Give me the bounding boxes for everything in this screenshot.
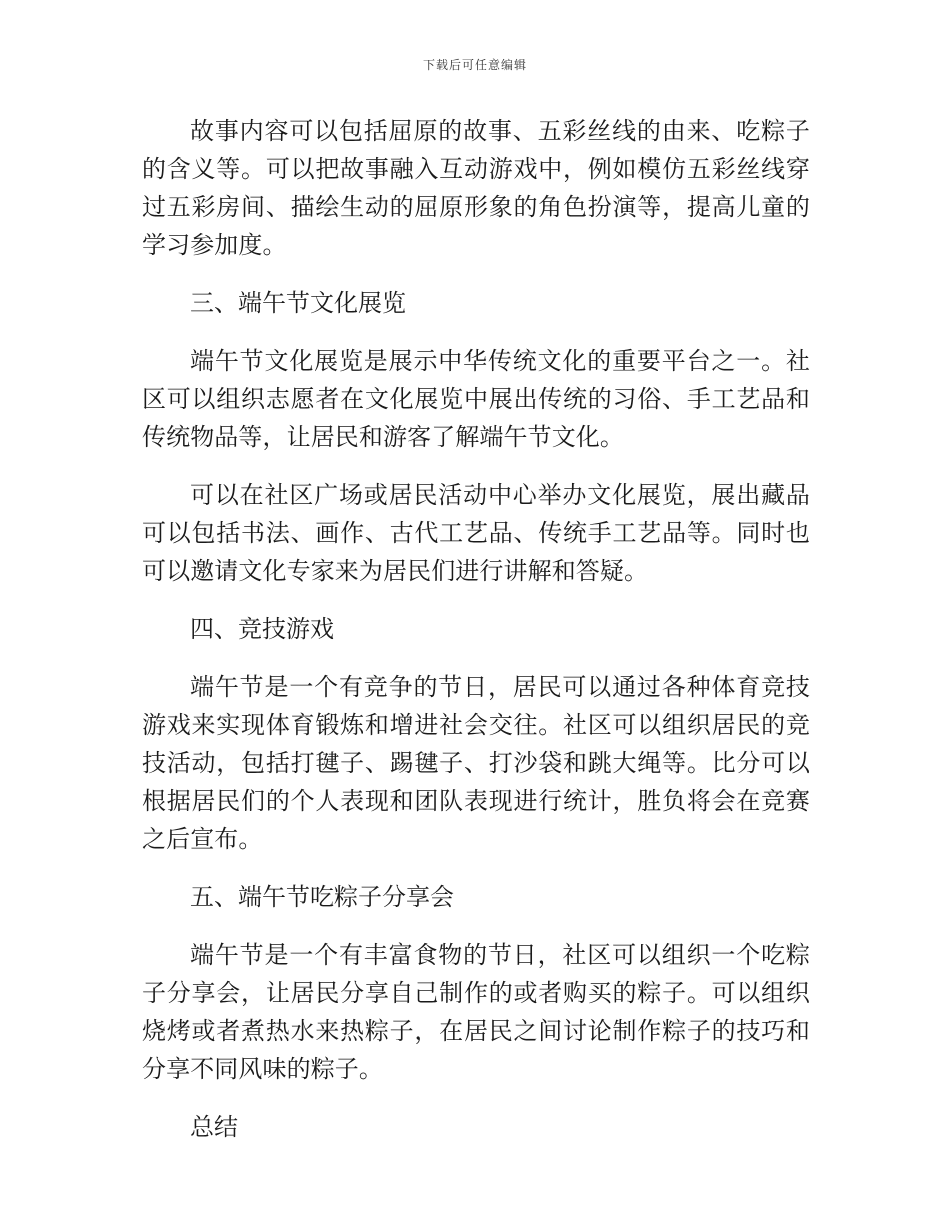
paragraph-zongzi-sharing: 端午节是一个有丰富食物的节日，社区可以组织一个吃粽子分享会，让居民分享自己制作的或者购买的粽子。可以组织烧烤或者煮热水来热粽子，在居民之间讨论制作粽子的技巧和分享不同风味的粽子。 — [142, 941, 810, 1083]
section-heading-competitive-games: 四、竞技游戏 — [190, 615, 334, 643]
spacer — [142, 456, 810, 476]
document-body — [142, 112, 810, 1146]
paragraph-exhibition-intro: 端午节文化展览是展示中华传统文化的重要平台之一。社区可以组织志愿者在文化展览中展出传统的习俗、手工艺品和传统物品等，让居民和游客了解端午节文化。 — [142, 347, 810, 451]
section-heading-culture-exhibition: 三、端午节文化展览 — [190, 289, 406, 317]
section-heading-summary: 总结 — [190, 1113, 238, 1141]
section-heading-zongzi-sharing: 五、端午节吃粽子分享会 — [190, 883, 454, 911]
paragraph-exhibition-venue: 可以在社区广场或居民活动中心举办文化展览，展出藏品可以包括书法、画作、古代工艺品、传统手工艺品等。同时也可以邀请文化专家来为居民们进行讲解和答疑。 — [142, 481, 810, 585]
spacer — [142, 648, 810, 668]
spacer — [142, 322, 810, 342]
spacer — [142, 264, 810, 284]
spacer — [142, 858, 810, 878]
paragraph-story-content: 故事内容可以包括屈原的故事、五彩丝线的由来、吃粽子的含义等。可以把故事融入互动游戏中，例如模仿五彩丝线穿过五彩房间、描绘生动的屈原形象的角色扮演等，提高儿童的学习参加度。 — [142, 117, 810, 259]
page-header: 下载后可任意编辑 — [422, 58, 527, 72]
spacer — [142, 1088, 810, 1108]
spacer — [142, 590, 810, 610]
paragraph-competitive-games: 端午节是一个有竞争的节日，居民可以通过各种体育竞技游戏来实现体育锻炼和增进社会交往。社区可以组织居民的竞技活动，包括打毽子、踢毽子、打沙袋和跳大绳等。比分可以根据居民们的个人表现和团队表现进行统计，胜负将会在竞赛之后宣布。 — [142, 673, 810, 853]
spacer — [142, 916, 810, 936]
